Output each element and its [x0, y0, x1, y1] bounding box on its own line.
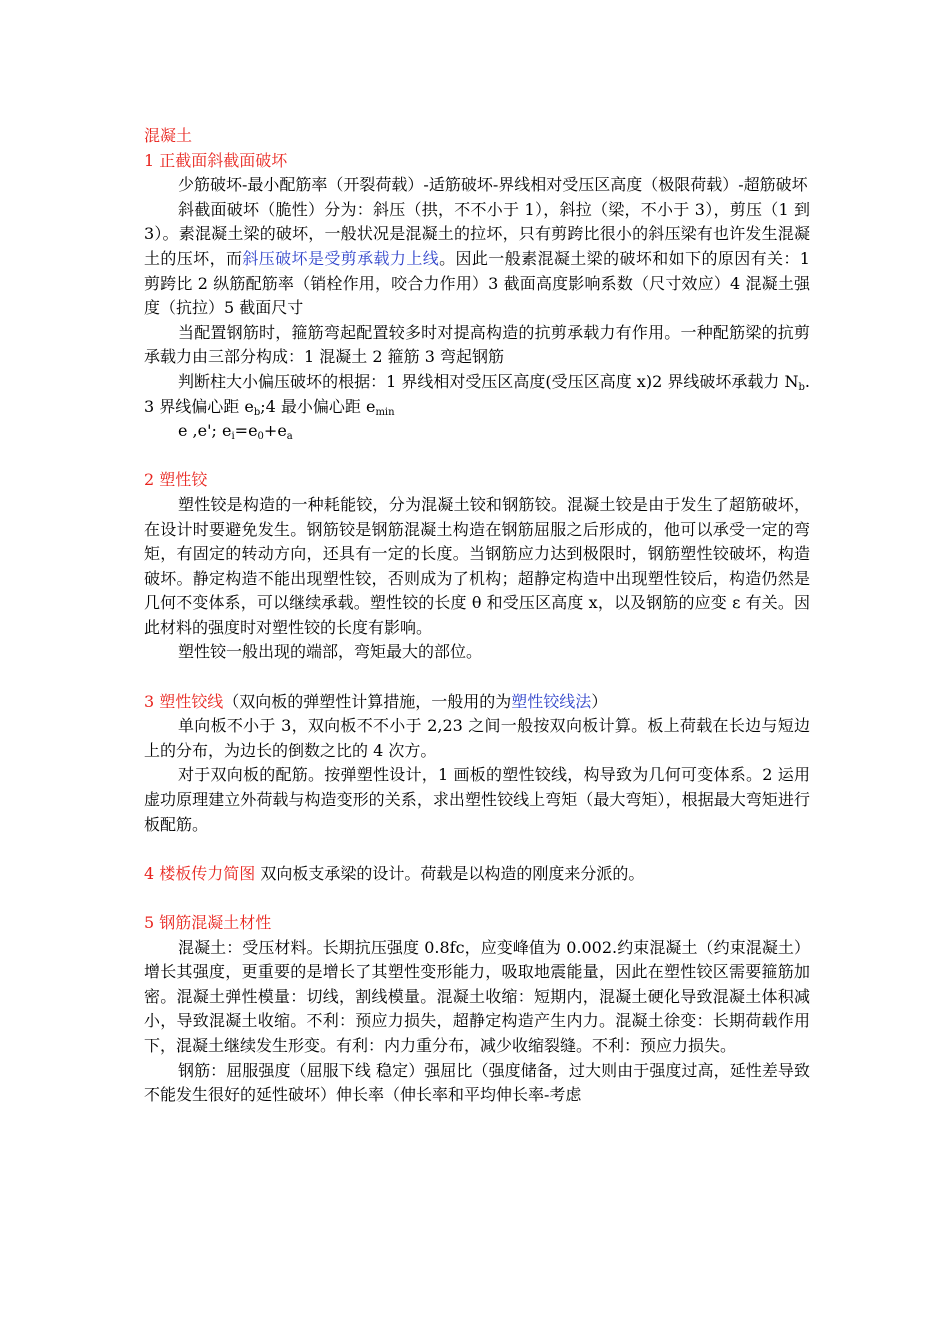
- section-2-heading: 2 塑性铰: [144, 470, 208, 490]
- section-3-heading: [144, 690, 810, 715]
- text-run: 斜截面破坏（脆性）分为：斜压（拱，不不小于 1），斜拉（梁，不小于 3），剪压（1 到 3）。素混凝土梁的破坏，一般状况是混凝土的拉坏，只有剪跨比很小的斜压梁有也许发生混凝土的压坏，而: [144, 199, 810, 268]
- section-1-paragraph-4: [144, 370, 810, 419]
- text-run: 判断柱大小偏压破坏的根据：1 界线相对受压区高度(受压区高度 x)2 界线破坏承载力 N: [178, 371, 799, 391]
- text-run: 。因此一般素混凝土梁的破坏和如下的原因有关：1 剪跨比 2 纵筋配筋率（销栓作用，咬合力作用）3 截面高度影响系数（尺寸效应）4 混凝土强度（抗拉）5 截面尺寸: [144, 248, 810, 318]
- section-5-paragraph-2: 钢筋：屈服强度（屈服下线 稳定）强屈比（强度储备，过大则由于强度过高，延性差导致不能发生很好的延性破坏）伸长率（伸长率和平均伸长率-考虑: [144, 1060, 810, 1105]
- text-run: =e: [234, 421, 258, 441]
- subscript: i: [231, 431, 235, 443]
- spacer: [144, 665, 810, 690]
- subscript: b: [253, 406, 261, 418]
- text-run: （双向板的弹塑性计算措施，一般用的为: [223, 691, 512, 711]
- heading-text: 4 楼板传力简图: [144, 863, 256, 883]
- subscript: a: [286, 431, 293, 443]
- document-body: [144, 124, 810, 1108]
- section-1-heading: 1 正截面斜截面破坏: [144, 150, 288, 170]
- section-2-paragraph-1: 塑性铰是构造的一种耗能铰，分为混凝土铰和钢筋铰。混凝土铰是由于发生了超筋破坏，在设计时要避免发生。钢筋铰是钢筋混凝土构造在钢筋屈服之后形成的，他可以承受一定的弯矩，有固定的转动方向，还具有一定的长度。当钢筋应力达到极限时，钢筋塑性铰破坏，构造破坏。静定构造不能出现塑性铰，否则成为了机构；超静定构造中出现塑性铰后，构造仍然是几何不变体系，可以继续承载。塑性铰的长度 θ 和受压区高度 x，以及钢筋的应变 ε 有关。因此材料的强度时对塑性铰的长度有影响。: [144, 494, 810, 637]
- highlighted-text: 斜压破坏是受剪承载力上线: [242, 248, 440, 268]
- section-5-heading: 5 钢筋混凝土材性: [144, 913, 272, 932]
- spacer: [144, 444, 810, 469]
- section-1-paragraph-2: [144, 198, 810, 321]
- text-run: ;4 最小偏心距 e: [260, 396, 376, 416]
- section-1-paragraph-3: 当配置钢筋时，箍筋弯起配置较多时对提高构造的抗剪承载力有作用。一种配筋梁的抗剪承载力由三部分构成：1 混凝土 2 箍筋 3 弯起钢筋: [144, 322, 810, 367]
- section-4-heading: [144, 862, 810, 887]
- text-run: 双向板支承梁的设计。荷载是以构造的刚度来分派的。: [255, 863, 645, 883]
- section-5-paragraph-1: 混凝土：受压材料。长期抗压强度 0.8fc，应变峰值为 0.002.约束混凝土（约束混凝土）增长其强度，更重要的是增长了其塑性变形能力，吸取地震能量，因此在塑性铰区需要箍筋加密。混凝土弹性模量：切线，割线模量。混凝土收缩：短期内，混凝土硬化导致混凝土体积减小，导致混凝土收缩。不利：预应力损失，超静定构造产生内力。混凝土徐变：长期荷载作用下，混凝土继续发生形变。有利：内力重分布，减少收缩裂缝。不利：预应力损失。: [144, 937, 810, 1055]
- text-run: . 3 界线偏心距 e: [144, 371, 810, 416]
- spacer: [144, 837, 810, 862]
- section-1-paragraph-1: 少筋破坏-最小配筋率（开裂荷载）-适筋破坏-界线相对受压区高度（极限荷载）-超筋破坏: [178, 175, 808, 195]
- text-run: +e: [263, 421, 287, 441]
- text-run: e ,e'; e: [178, 421, 232, 441]
- highlighted-text: 塑性铰线法: [511, 691, 592, 711]
- section-3-paragraph-2: 对于双向板的配筋。按弹塑性设计，1 画板的塑性铰线，构导致为几何可变体系。2 运用虚功原理建立外荷载与构造变形的关系，求出塑性铰线上弯矩（最大弯矩），根据最大弯矩进行板配筋。: [144, 765, 810, 834]
- subscript: 0: [257, 431, 264, 443]
- spacer: [144, 886, 810, 911]
- section-2-paragraph-2: 塑性铰一般出现的端部，弯矩最大的部位。: [178, 642, 483, 662]
- section-1-formula: [144, 419, 810, 444]
- section-3-paragraph-1: 单向板不小于 3，双向板不不小于 2,23 之间一般按双向板计算。板上荷载在长边与短边上的分布，为边长的倒数之比的 4 次方。: [144, 716, 810, 760]
- subscript: min: [375, 406, 395, 418]
- doc-title: 混凝土: [144, 126, 193, 145]
- text-run: ）: [591, 691, 608, 711]
- heading-text: 3 塑性铰线: [144, 691, 224, 711]
- subscript: b: [798, 381, 805, 393]
